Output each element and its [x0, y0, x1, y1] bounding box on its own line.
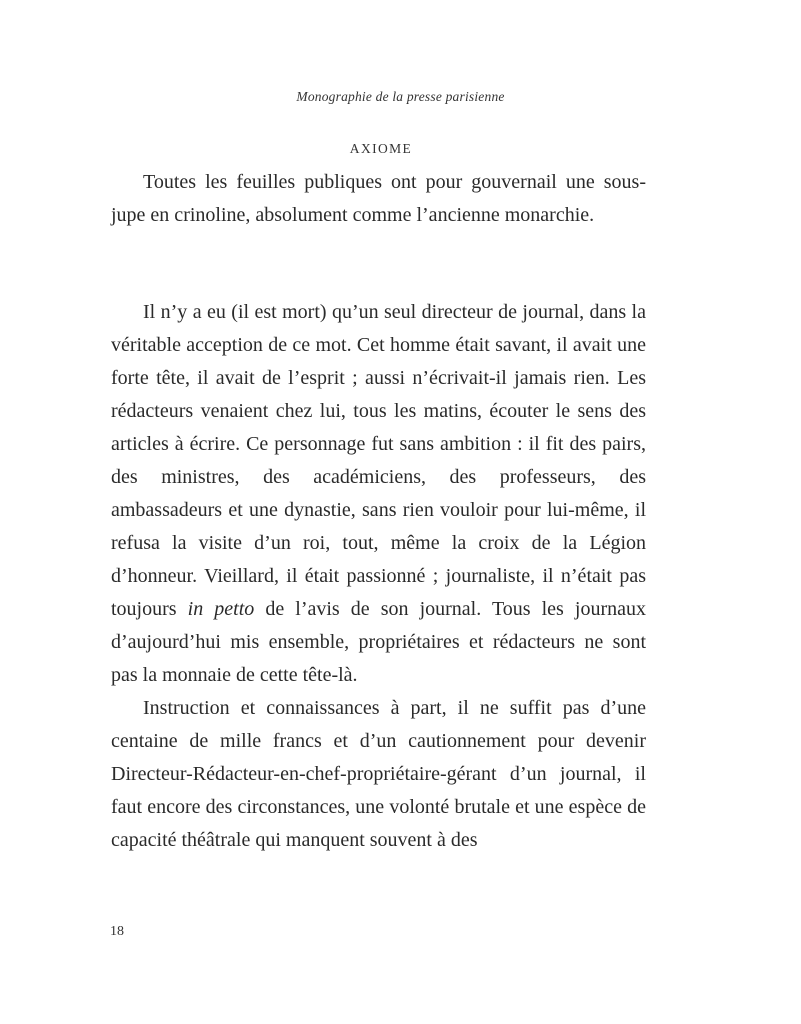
running-head: Monographie de la presse parisienne	[296, 89, 505, 104]
italic-phrase: in petto	[187, 598, 255, 620]
axiom-paragraph: Toutes les feuilles publiques ont pour gouvernail une sous-jupe en crinoline, absolument comme l’ancienne monarchie.	[111, 171, 646, 226]
body-paragraph-1-text-b: de l’avis de son journal. Tous les journaux d’aujourd’hui mis ensemble, propriétaires et rédacteurs ne sont pas la monnaie de cette tête-là.	[111, 598, 647, 686]
page-number: 18	[110, 924, 124, 939]
body-paragraph-1-text-a: Il n’y a eu (il est mort) qu’un seul directeur de journal, dans la véritable acception de ce mot. Cet homme était savant, il avait une forte tête, il avait de l’esprit ; aussi n’écrivait-il jamais rien. Les rédacteurs venaient chez lui, tous les matins, écouter le sens des articles à écrire. Ce personnage fut sans ambition : il fit des pairs, des ministres, des académiciens, des professeurs, des ambassadeurs et une dynastie, sans rien vouloir pour lui-même, il refusa la visite d’un roi, tout, même la croix de la Légion d’honneur. Vieillard, il était passionné ; journaliste, il n’était pas toujours	[111, 301, 646, 620]
body-paragraph-1	[111, 296, 646, 692]
axiom-block	[111, 166, 646, 232]
section-heading: AXIOME	[349, 141, 413, 156]
body-paragraph-2: Instruction et connaissances à part, il ne suffit pas d’une centaine de mille francs et d’un cautionnement pour devenir Directeur-Rédacteur-en-chef-propriétaire-gérant d’un journal, il faut encore des circonstances, une volonté brutale et une espèce de capacité théâtrale qui manquent souvent à des	[111, 697, 646, 851]
body-text	[111, 296, 646, 857]
